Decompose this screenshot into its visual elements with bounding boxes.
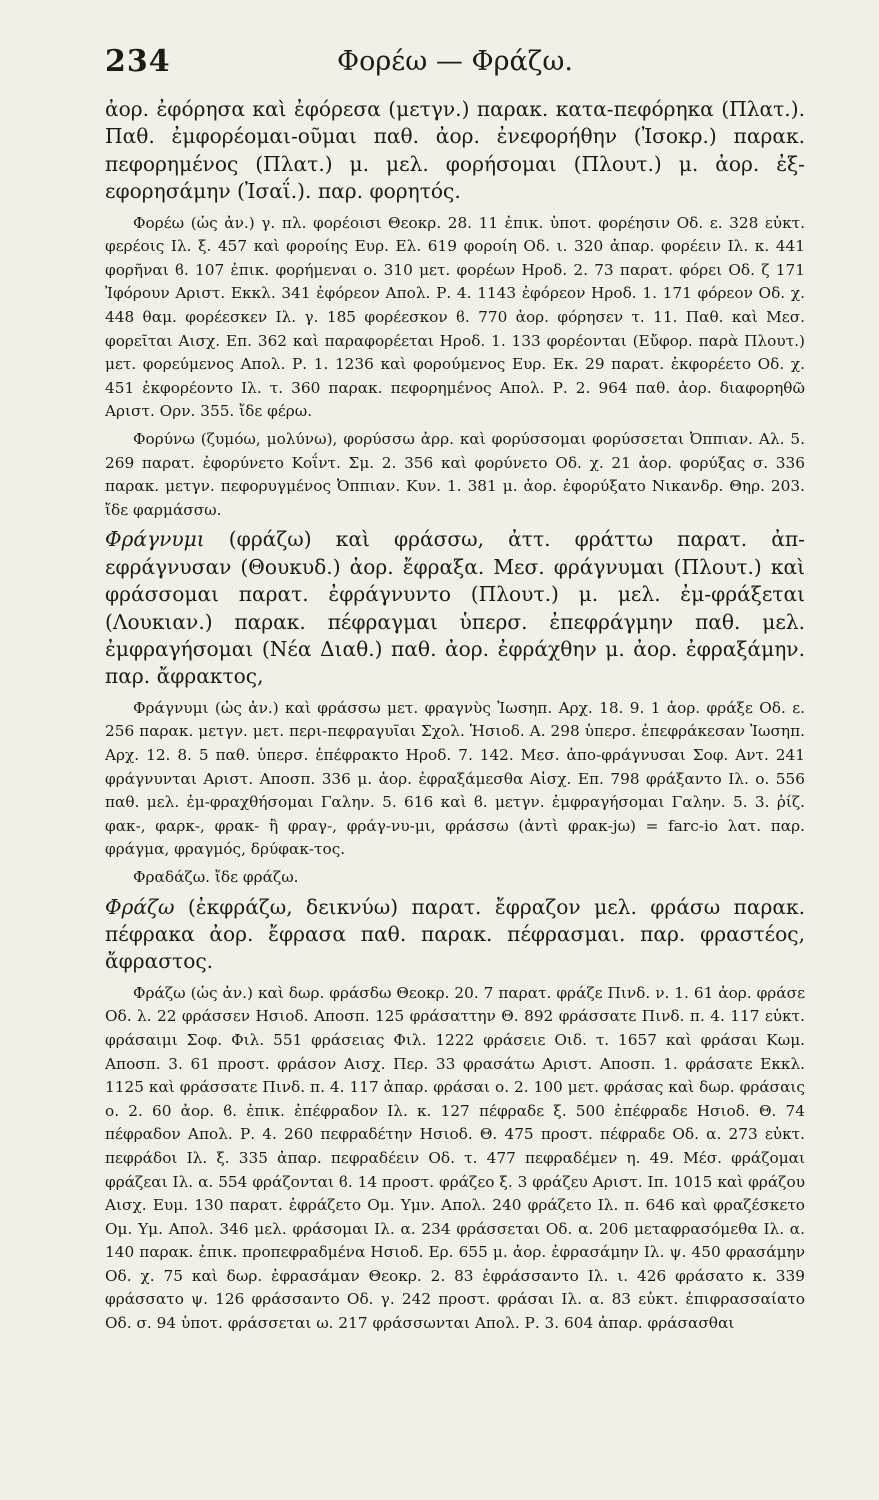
entry-sub-phradazo (105, 866, 805, 890)
entry-sub-phoreo (105, 212, 805, 424)
entry-text: Φράζω (ὡς ἀν.) καὶ δωρ. φράσδω Θεοκρ. 20. 7 παρατ. φράζε Πινδ. ν. 1. 61 ἀορ. φράσε Οδ. λ. 22 φράσσεν Ησιοδ. Αποσπ. 125 φράσαττην Θ. 892 φράσσατε Πινδ. π. 4. 117 εὐκτ. φράσαιμι Σοφ. Φιλ. 551 φράσειας Φιλ. 1222 φράσειε Οιδ. τ. 1657 καὶ φράσαι Κωμ. Αποσπ. 3. 61 προστ. φράσον Αισχ. Περ. 33 φρασάτω Αριστ. Αποσπ. 1. φράσατε Εκκλ. 1125 καὶ φράσσατε Πινδ. π. 4. 117 ἀπαρ. φράσαι ο. 2. 100 μετ. φράσας καὶ δωρ. φράσαις ο. 2. 60 ἀορ. ϐ. ἐπικ. ἐπέφραδον Ιλ. κ. 127 πέφραδε ξ. 500 ἐπέφραδε Ησιοδ. Θ. 74 πέφραδον Απολ. Ρ. 4. 260 πεφραδέτην Ησιοδ. Θ. 475 προστ. πέφραδε Οδ. α. 273 εὐκτ. πεφράδοι Ιλ. ξ. 335 ἀπαρ. πεφραδέειν Οδ. τ. 477 πεφραδέμεν η. 49. Μέσ. φράζομαι φράζεαι Ιλ. α. 554 φράζονται ϐ. 14 προστ. φράζεο ξ. 3 φράζευ Αριστ. Ιπ. 1015 καὶ φράζου Αισχ. Ευμ. 130 παρατ. ἐφράζετο Ομ. Υμν. Απολ. 240 φράζετο Ιλ. π. 646 καὶ φραζέσκετο Ομ. Υμ. Απολ. 346 μελ. φράσομαι Ιλ. α. 234 φράσσεται Οδ. α. 206 μεταφρασόμεθα Ιλ. α. 140 παρακ. ἐπικ. προπεφραδμένα Ησιοδ. Ερ. 655 μ. ἀορ. ἐφρασάμην Ιλ. ψ. 450 φρασάμην Οδ. χ. 75 καὶ δωρ. ἐφρασάμαν Θεοκρ. 2. 83 ἐφράσσαντο Ιλ. ι. 426 φράσατο κ. 339 φράσσατο ψ. 126 φράσσαντο Οδ. γ. 242 προστ. φράσαι Ιλ. α. 83 εὐκτ. ἐπιφρασσαίατο Οδ. σ. 94 ὑποτ. φράσσεται ω. 217 φράσσωνται Απολ. Ρ. 3. 604 ἀπαρ. φράσασθαι (105, 983, 805, 1333)
entry-text: Φραδάζω. ἴδε φράζω. (133, 867, 299, 886)
entry-main-phrazo (105, 894, 805, 976)
entry-text: Φορύνω (ζυμόω, μολύνω), φορύσσω ἀρρ. καὶ φορύσσομαι φορύσσεται Ὀππιαν. Αλ. 5. 269 παρατ. ἐφορύνετο Κοΐντ. Σμ. 2. 356 καὶ φορύνετο Οδ. χ. 21 ἀορ. φορύξας σ. 336 παρακ. μετγν. πεφορυγμένος Ὀππιαν. Κυν. 1. 381 μ. ἀορ. ἐφορύξατο Νικανδρ. Θηρ. 203. ἴδε φαρμάσσω. (105, 429, 805, 519)
entry-sub-phragnymi (105, 697, 805, 862)
entry-text: ἀορ. ἐφόρησα καὶ ἐφόρεσα (μετγν.) παρακ. κατα-πεφόρηκα (Πλατ.). Παθ. ἐμφορέομαι-οῦμαι παθ. ἀορ. ἐνεφορήθην (Ἰσοκρ.) παρακ. πεφορημένος (Πλατ.) μ. μελ. φορήσομαι (Πλουτ.) μ. ἀορ. ἐξ-εφορησάμην (Ἰσαΐ.). παρ. φορητός. (105, 97, 805, 204)
dictionary-text (105, 96, 805, 1340)
entry-text: Φράγνυμι (ὡς ἀν.) καὶ φράσσω μετ. φραγνὺς Ἰωσηπ. Αρχ. 18. 9. 1 ἀορ. φράξε Οδ. ε. 256 παρακ. μετγν. μετ. περι-πεφραγυῖαι Σχολ. Ἡσιοδ. Α. 298 ὑπερσ. ἐπεφράκεσαν Ἰωσηπ. Αρχ. 12. 8. 5 παθ. ὑπερσ. ἐπέφρακτο Ηροδ. 7. 142. Μεσ. ἀπο-φράγνυσαι Σοφ. Αντ. 241 φράγνυνται Αριστ. Αποσπ. 336 μ. ἀορ. ἐφραξάμεσθα Αἰσχ. Επ. 798 φράξαντο Ιλ. ο. 556 παθ. μελ. ἐμ-φραχθήσομαι Γαλην. 5. 616 καὶ ϐ. μετγν. ἐμφραγήσομαι Γαλην. 5. 3. ῥίζ. φακ-, φαρκ-, φρακ- ἢ φραγ-, φράγ-νυ-μι, φράσσω (ἀντὶ φρακ-jω) = farc-io λατ. παρ. φράγμα, φραγμός, δρύφακ-τος. (105, 698, 805, 859)
entry-main-phragnymi (105, 526, 805, 690)
headword: Φράζω (105, 894, 175, 919)
entry-text: (φράζω) καὶ φράσσω, ἀττ. φράττω παρατ. ἀπ-εφράγνυσαν (Θουκυδ.) ἀορ. ἔφραξα. Μεσ. φράγνυμαι (Πλουτ.) καὶ φράσσομαι παρατ. ἐφράγνυντο (Πλουτ.) μ. μελ. ἐμ-φράξεται (Λουκιαν.) παρακ. πέφραγμαι ὑπερσ. ἐπεφράγμην παθ. μελ. ἐμφραγήσομαι (Νέα Διαθ.) παθ. ἀορ. ἐφράχθην μ. ἀορ. ἐφραξάμην. παρ. ἄφρακτος, (105, 527, 805, 689)
entry-sub-phrazo (105, 982, 805, 1336)
running-head: Φορέω — Φράζω. (337, 46, 573, 77)
entry-continuation (105, 96, 805, 206)
entry-text: Φορέω (ὡς ἀν.) γ. πλ. φορέοισι Θεοκρ. 28. 11 ἐπικ. ὑποτ. φορέησιν Οδ. ε. 328 εὐκτ. φερέοις Ιλ. ξ. 457 καὶ φοροίης Ευρ. Ελ. 619 φοροίη Οδ. ι. 320 ἀπαρ. φορέειν Ιλ. κ. 441 φορῆναι ϐ. 107 ἐπικ. φορήμεναι ο. 310 μετ. φορέων Ηροδ. 2. 73 παρατ. φόρει Οδ. ζ 171 Ἰφόρουν Αριστ. Εκκλ. 341 ἐφόρεον Απολ. Ρ. 4. 1143 ἐφόρεον Ηροδ. 1. 171 φόρεον Οδ. χ. 448 θαμ. φορέεσκεν Ιλ. γ. 185 φορέεσκον ϐ. 770 ἀορ. φόρησεν τ. 11. Παθ. καὶ Μεσ. φορεῖται Αισχ. Επ. 362 καὶ παραφορέεται Ηροδ. 1. 133 φορέονται (Εὔφορ. παρὰ Πλουτ.) μετ. φορεύμενος Απολ. Ρ. 1. 1236 καὶ φορούμενος Ευρ. Εκ. 29 παρατ. ἐκφορέετο Οδ. χ. 451 ἐκφορέοντο Ιλ. τ. 360 παρακ. πεφορημένος Απολ. Ρ. 2. 964 παθ. ἀορ. διαφορηθῶ Αριστ. Ορν. 355. ἴδε φέρω. (105, 213, 805, 421)
headword: Φράγνυμι (105, 527, 205, 552)
page-number: 234 (105, 44, 171, 79)
entry-text: (ἐκφράζω, δεικνύω) παρατ. ἔφραζον μελ. φράσω παρακ. πέφρακα ἀορ. ἔφρασα παθ. παρακ. πέφρασμαι. παρ. φραστέος, ἄφραστος. (105, 894, 805, 974)
page-header (105, 36, 805, 92)
entry-sub-phoryno (105, 428, 805, 522)
